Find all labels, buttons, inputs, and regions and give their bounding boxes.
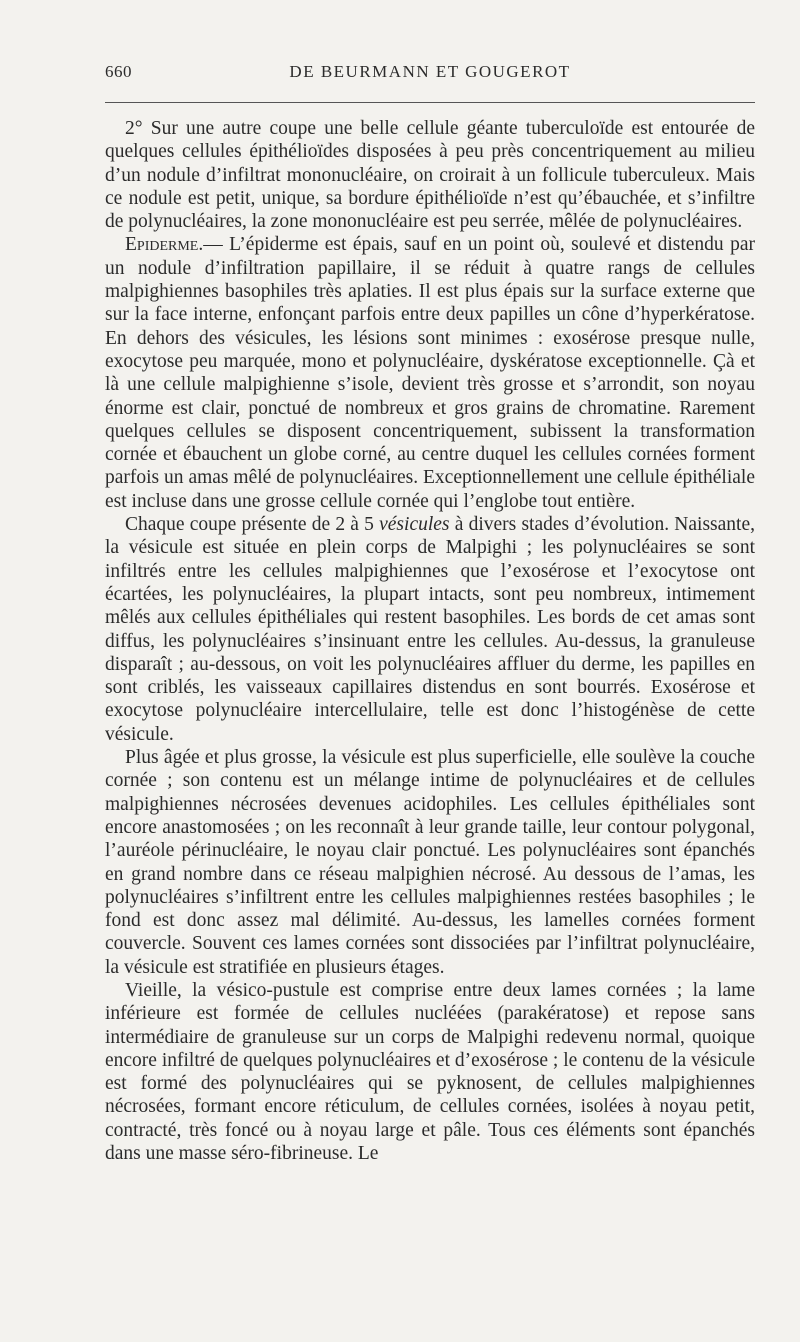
section-lead-epiderme: Epiderme.: [125, 234, 204, 256]
paragraph-4: [105, 746, 755, 979]
paragraph-5-text: Vieille, la vésico-pustule est comprise entre deux lames cornées ; la lame inférieure est formée de cellules nucléées (parakératose) et repose sans intermédiaire de granuleuse sur un corps de Malpighi redevenu normal, quoique encore infiltré de quelques polynucléaires et d’exosérose ; le contenu de la vésicule est formé des polynucléaires qui se pyknosent, de cellules malpighiennes nécrosées, formant encore réticulum, de cellules cornées, isolées à noyau petit, contracté, très foncé ou à noyau large et pâle. Tous ces éléments sont épanchés dans une masse séro-fibrineuse. Le: [105, 979, 755, 1165]
paragraph-4-text: Plus âgée et plus grosse, la vésicule est plus superficielle, elle soulève la couche cornée ; son contenu est un mélange intime de polynucléaires et de cellules malpighiennes nécrosées devenues acidophiles. Les cellules épithéliales sont encore anastomosées ; on les reconnaît à leur grande taille, leur contour polygonal, l’auréole périnucléaire, le noyau clair ponctué. Les polynucléaires sont épanchés en grand nombre dans ce réseau malpighien nécrosé. Au dessous de l’amas, les polynucléaires s’infiltrent entre les cellules malpighiennes restées basophiles ; le fond est donc assez mal délimité. Au-dessus, les lamelles cornées forment couvercle. Souvent ces lames cornées sont dissociées par l’infiltrat polynucléaire, la vésicule est stratifiée en plusieurs étages.: [105, 747, 755, 978]
emphasis-vesicules: vésicules: [379, 514, 450, 536]
paragraph-3-text: à divers stades d’évolution. Naissante, la vésicule est située en plein corps de Malpighi ; les polynucléaires se sont infiltrés entre les cellules malpighiennes que l’exosérose et l’exocytose ont écartées, les polynucléaires, la plupart intacts, sont peu nombreux, intimement mêlés aux cellules épithéliales qui restent basophiles. Les bords de cet amas sont diffus, les polynucléaires s’insinuant entre les cellules. Au-dessus, la granuleuse disparaît ; au-dessous, on voit les polynucléaires affluer du derme, les papilles en sont criblés, les vaisseaux capillaires distendus en sont bourrés. Exosérose et exocytose polynucléaire intercellulaire, telle est donc l’histogénèse de cette vésicule.: [105, 514, 755, 745]
header-rule: [105, 102, 755, 103]
body-text: [105, 117, 755, 1165]
paragraph-1-text: 2° Sur une autre coupe une belle cellule géante tuberculoïde est entourée de quelques cellules épithélioïdes disposées à peu près concentriquement au milieu d’un nodule d’infiltrat mononucléaire, on croirait à un follicule tuberculeux. Mais ce nodule est petit, unique, sa bordure épithélioïde n’est qu’ébauchée, et s’infiltre de polynucléaires, la zone mononucléaire est peu serrée, mêlée de polynucléaires.: [105, 118, 755, 233]
paragraph-1: [105, 117, 755, 233]
paragraph-3: [105, 513, 755, 746]
paragraph-2: [105, 233, 755, 513]
paragraph-3-before: Chaque coupe présente de 2 à 5: [125, 514, 380, 536]
paragraph-2-text: — L’épiderme est épais, sauf en un point où, soulevé et distendu par un nodule d’infiltration papillaire, il se réduit à quatre rangs de cellules malpighiennes basophiles très aplaties. Il est plus épais sur la surface externe que sur la face interne, enfonçant parfois entre deux papilles un cône d’hyperkératose. En dehors des vésicules, les lésions sont minimes : exosérose presque nulle, exocytose peu marquée, mono et polynucléaire, dyskératose exceptionnelle. Çà et là une cellule malpighienne s’isole, devient très grosse et s’arrondit, son noyau énorme est clair, ponctué de nombreux et gros grains de chromatine. Rarement quelques cellules se disposent concentriquement, subissent la transformation cornée et ébauchent un globe corné, au centre duquel les cellules cornées forment parfois un amas mêlé de polynucléaires. Exceptionnellement une cellule épithéliale est incluse dans une grosse cellule cornée qui l’englobe tout entière.: [105, 234, 755, 512]
paragraph-5: [105, 979, 755, 1165]
running-head: DE BEURMANN ET GOUGEROT: [289, 62, 571, 81]
page-number: 660: [105, 62, 132, 81]
page-header: [105, 62, 755, 90]
